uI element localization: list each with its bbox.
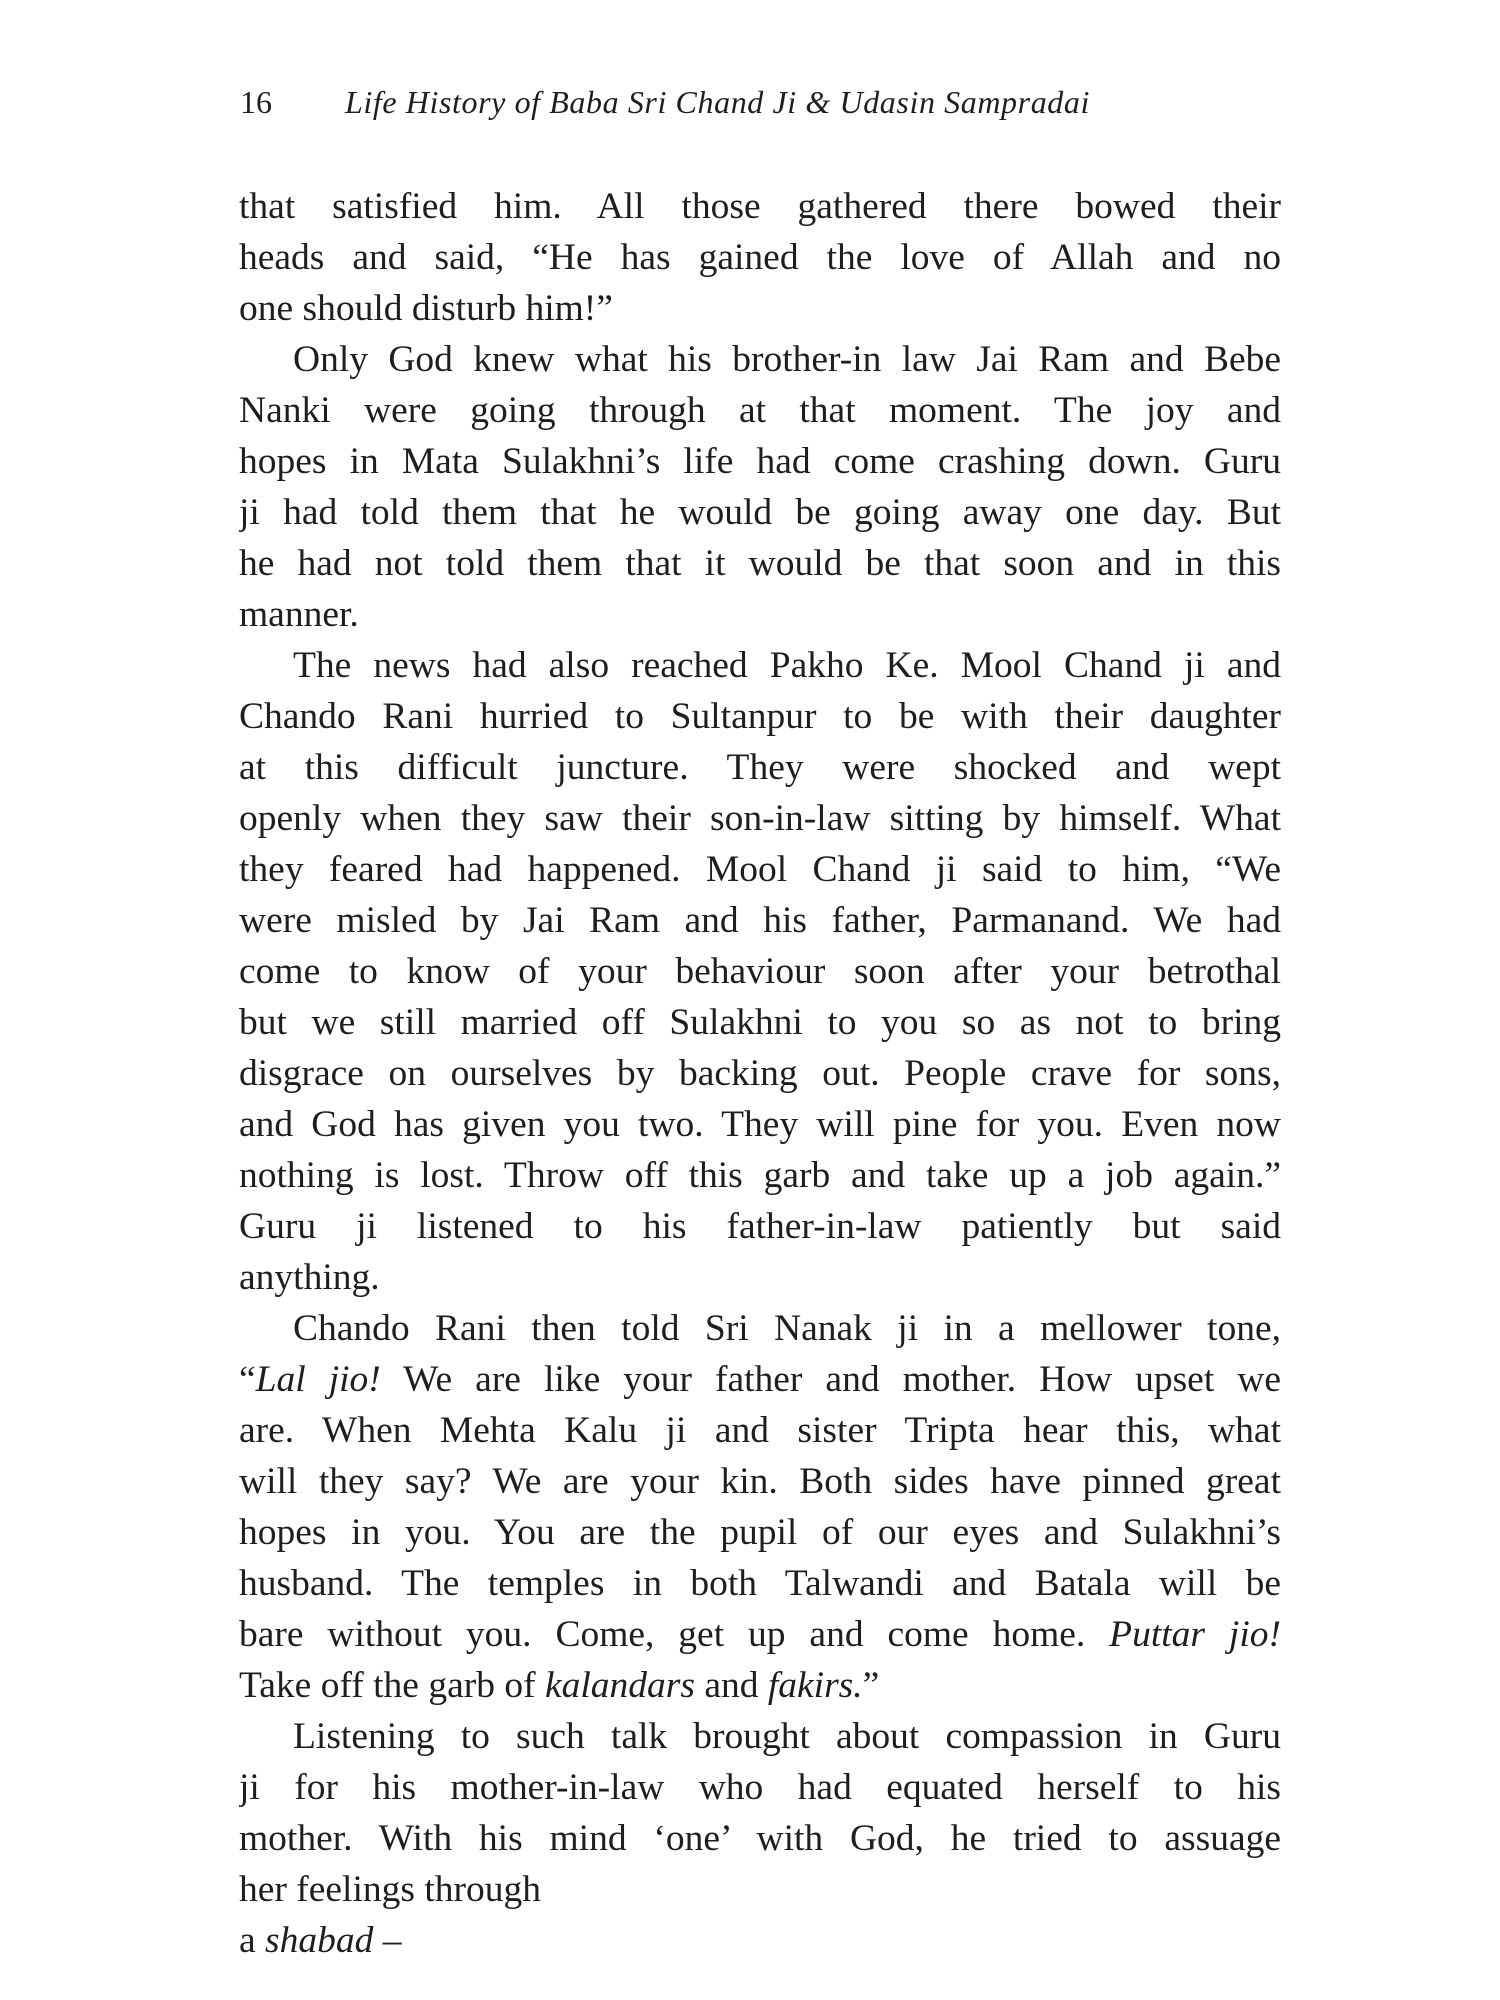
- text-run: one should disturb him!”: [239, 288, 613, 329]
- page-number: 16: [240, 84, 272, 120]
- text-run: Take off the garb of: [239, 1665, 545, 1706]
- text-line: [239, 232, 1281, 283]
- text-run: ji for his mother-in-law who had equated herself to his: [239, 1767, 1281, 1808]
- paragraph: [239, 640, 1281, 1303]
- text-line: [239, 1405, 1281, 1456]
- paragraph: [239, 181, 1281, 334]
- text-line: [239, 436, 1281, 487]
- body-text: [239, 181, 1281, 1966]
- text-run: Chando Rani hurried to Sultanpur to be with their daughter: [239, 696, 1281, 737]
- running-header: [240, 82, 1290, 122]
- text-line: [239, 487, 1281, 538]
- closing-italic-term: shabad: [265, 1920, 374, 1961]
- text-line: [239, 1303, 1281, 1354]
- text-run: will they say? We are your kin. Both sides have pinned great: [239, 1461, 1281, 1502]
- text-line: [239, 1150, 1281, 1201]
- text-run: are. When Mehta Kalu ji and sister Tripta hear this, what: [239, 1410, 1281, 1451]
- paragraph: [239, 1711, 1281, 1915]
- italic-term: Lal jio!: [255, 1359, 381, 1400]
- text-line: [239, 538, 1281, 589]
- text-line: [239, 946, 1281, 997]
- text-run: mother. With his mind ‘one’ with God, he tried to assuage: [239, 1818, 1281, 1859]
- text-line: [239, 742, 1281, 793]
- text-run: “: [239, 1359, 256, 1400]
- text-run: Listening to such talk brought about compassion in Guru: [293, 1716, 1281, 1757]
- text-line: [239, 385, 1281, 436]
- text-run: anything.: [239, 1257, 380, 1298]
- text-run: Only God knew what his brother-in law Jai Ram and Bebe: [293, 339, 1281, 380]
- text-run: openly when they saw their son-in-law sitting by himself. What: [239, 798, 1281, 839]
- text-run: Nanki were going through at that moment. The joy and: [239, 390, 1281, 431]
- text-line: [239, 589, 1281, 640]
- text-line: [239, 1507, 1281, 1558]
- text-run: and: [694, 1665, 768, 1706]
- text-line: [239, 334, 1281, 385]
- text-line: [239, 1048, 1281, 1099]
- paragraph: [239, 1303, 1281, 1711]
- closing-line: [239, 1915, 1281, 1966]
- text-line: [239, 1813, 1281, 1864]
- text-run: they feared had happened. Mool Chand ji said to him, “We: [239, 849, 1281, 890]
- italic-term: Puttar jio!: [1109, 1614, 1281, 1655]
- text-run: Guru ji listened to his father-in-law patiently but said: [239, 1206, 1281, 1247]
- text-run: hopes in Mata Sulakhni’s life had come crashing down. Guru: [239, 441, 1281, 482]
- text-line: [239, 181, 1281, 232]
- text-line: [239, 1099, 1281, 1150]
- text-line: [239, 1558, 1281, 1609]
- text-line: [239, 1864, 1281, 1915]
- text-run: The news had also reached Pakho Ke. Mool Chand ji and: [293, 645, 1281, 686]
- text-run: come to know of your behaviour soon after your betrothal: [239, 951, 1281, 992]
- text-line: [239, 1354, 1281, 1405]
- closing-suffix: –: [373, 1920, 402, 1961]
- text-run: We are like your father and mother. How upset we: [380, 1359, 1281, 1400]
- text-run: heads and said, “He has gained the love of Allah and no: [239, 237, 1281, 278]
- text-run: her feelings through: [239, 1869, 541, 1910]
- text-line: [239, 1762, 1281, 1813]
- text-run: husband. The temples in both Talwandi and Batala will be: [239, 1563, 1281, 1604]
- text-line: [239, 997, 1281, 1048]
- closing-prefix: a: [239, 1920, 266, 1961]
- italic-term: fakirs.: [767, 1665, 863, 1706]
- text-run: but we still married off Sulakhni to you so as not to bring: [239, 1002, 1281, 1043]
- text-line: [239, 793, 1281, 844]
- text-run: nothing is lost. Throw off this garb and take up a job again.”: [239, 1155, 1281, 1196]
- text-line: [239, 1456, 1281, 1507]
- text-run: that satisfied him. All those gathered there bowed their: [239, 186, 1281, 227]
- text-run: at this difficult juncture. They were shocked and wept: [239, 747, 1281, 788]
- text-line: [239, 844, 1281, 895]
- italic-term: kalandars: [544, 1665, 695, 1706]
- text-line: [239, 1201, 1281, 1252]
- text-run: hopes in you. You are the pupil of our eyes and Sulakhni’s: [239, 1512, 1281, 1553]
- text-run: were misled by Jai Ram and his father, Parmanand. We had: [239, 900, 1281, 941]
- text-run: manner.: [239, 594, 359, 635]
- text-line: [239, 895, 1281, 946]
- text-run: he had not told them that it would be that soon and in this: [239, 543, 1281, 584]
- text-line: [239, 1711, 1281, 1762]
- text-run: disgrace on ourselves by backing out. People crave for sons,: [239, 1053, 1281, 1094]
- text-line: [239, 283, 1281, 334]
- text-run: bare without you. Come, get up and come home.: [239, 1614, 1110, 1655]
- text-run: ji had told them that he would be going away one day. But: [239, 492, 1281, 533]
- text-run: Chando Rani then told Sri Nanak ji in a mellower tone,: [293, 1308, 1281, 1349]
- text-line: [239, 640, 1281, 691]
- text-run: and God has given you two. They will pine for you. Even now: [239, 1104, 1281, 1145]
- text-line: [239, 1252, 1281, 1303]
- text-line: [239, 1609, 1281, 1660]
- text-line: [239, 1660, 1281, 1711]
- text-run: ”: [862, 1665, 880, 1706]
- paragraph: [239, 334, 1281, 640]
- text-line: [239, 691, 1281, 742]
- running-title: Life History of Baba Sri Chand Ji & Udasin Sampradai: [345, 84, 1090, 120]
